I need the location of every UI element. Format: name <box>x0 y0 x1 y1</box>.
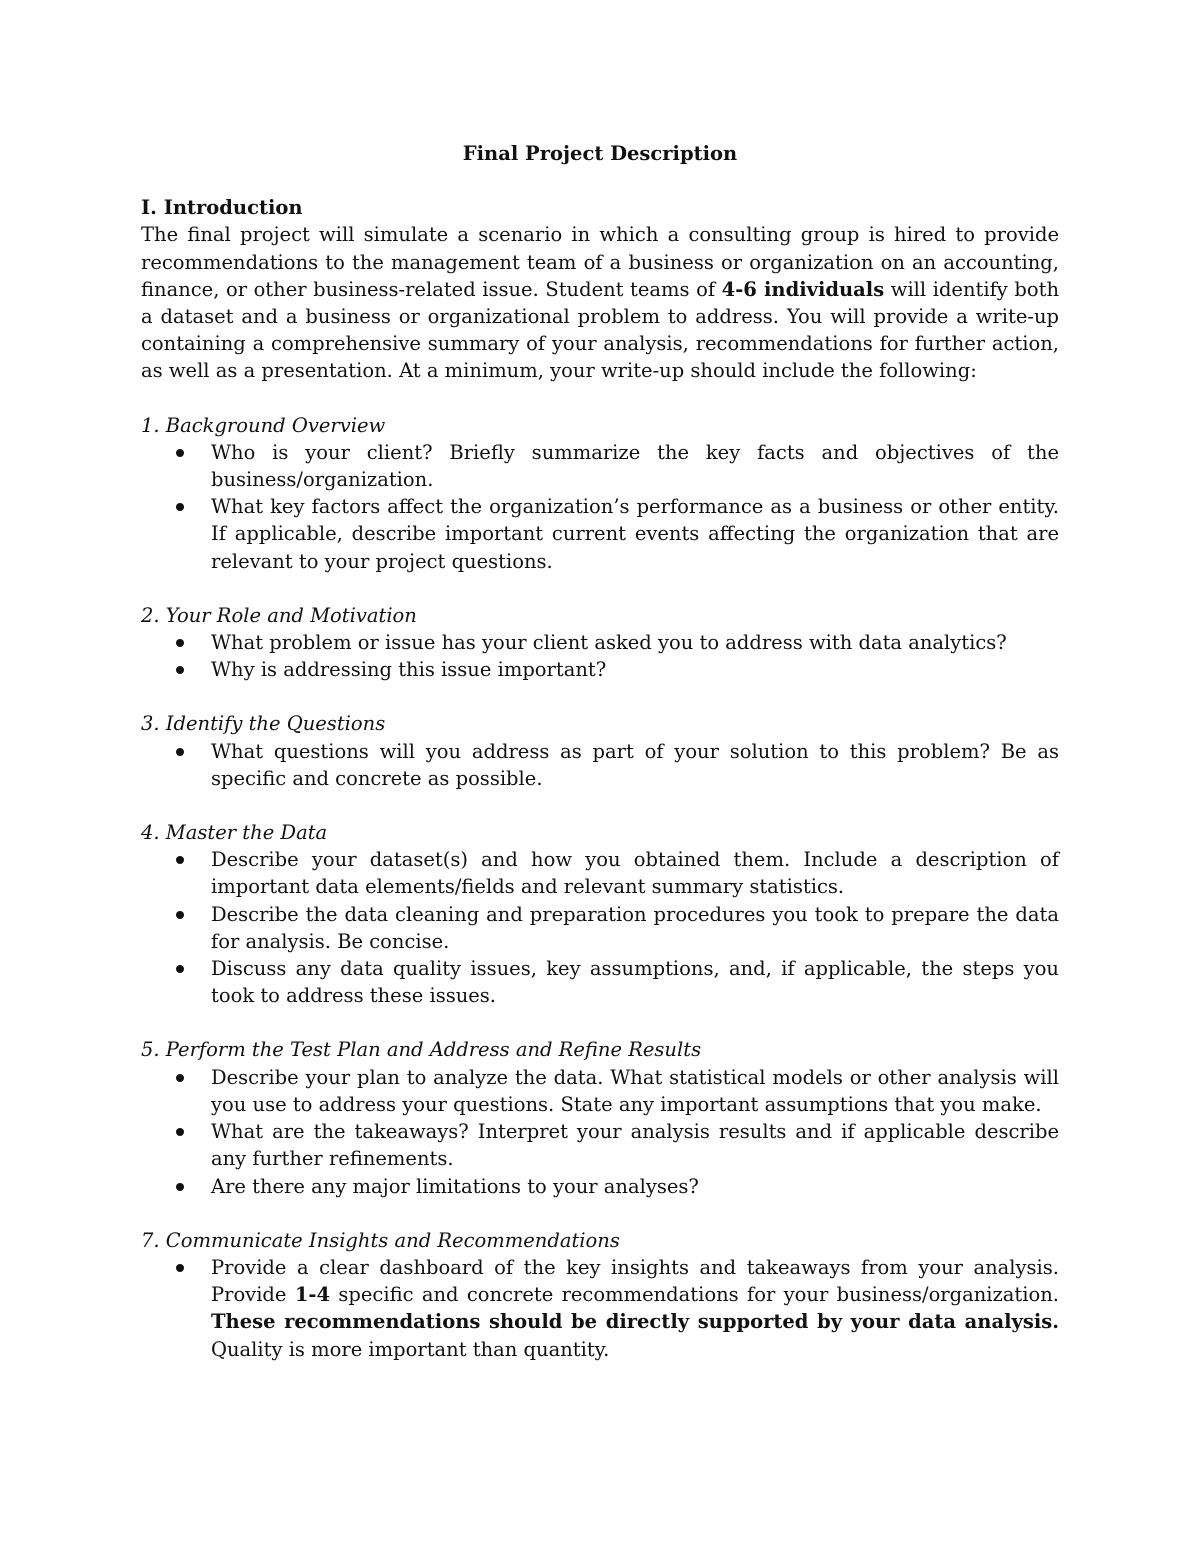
section-identify-questions <box>141 710 1059 792</box>
list-item-text: What questions will you address as part of your solution to this problem? Be as specific and concrete as possible. <box>211 739 1059 790</box>
list-item-text: Quality is more important than quantity. <box>211 1337 610 1361</box>
list-item <box>141 1254 1059 1363</box>
list-item <box>141 1064 1059 1118</box>
intro-text-1: The final project will simulate a scenario in which a consulting group is hired to provide recommendations to the management team of a business or organization on an accounting, finance, or other business-related issue. Student teams of <box>141 223 1059 301</box>
section-role-motivation <box>141 602 1059 684</box>
list-item-text: Describe your dataset(s) and how you obtained them. Include a description of important data elements/fields and relevant summary statistics. <box>211 848 1059 899</box>
list-item <box>141 629 1059 656</box>
list-item <box>141 1173 1059 1200</box>
list-item-text: Describe your plan to analyze the data. What statistical models or other analysis will you use to address your questions. State any important assumptions that you make. <box>211 1065 1059 1116</box>
section-test-plan <box>141 1036 1059 1199</box>
recommendation-count: 1-4 <box>294 1283 331 1307</box>
bullet-list <box>141 738 1059 792</box>
bullet-icon <box>176 449 184 457</box>
document-title: Final Project Description <box>462 142 738 165</box>
list-item <box>141 955 1059 1009</box>
list-item <box>141 1118 1059 1172</box>
bullet-icon <box>176 1074 184 1082</box>
list-item-text: What key factors affect the organization’s performance as a business or other entity. If applicable, describe important current events affecting the organization that are relevant to your project questions. <box>211 495 1059 573</box>
bullet-list <box>141 1254 1059 1363</box>
bullet-list <box>141 846 1059 1009</box>
list-item <box>141 656 1059 683</box>
bullet-list <box>141 1064 1059 1200</box>
section-master-data <box>141 819 1059 1009</box>
list-item-text: Are there any major limitations to your analyses? <box>211 1174 699 1198</box>
intro-paragraph <box>141 221 1059 384</box>
bullet-icon <box>176 748 184 756</box>
intro-heading: I. Introduction <box>141 196 303 220</box>
bullet-list <box>141 629 1059 683</box>
bullet-icon <box>176 639 184 647</box>
bullet-icon <box>176 1183 184 1191</box>
bullet-icon <box>176 1264 184 1272</box>
bullet-icon <box>176 911 184 919</box>
list-item-text: What are the takeaways? Interpret your analysis results and if applicable describe any further refinements. <box>211 1120 1059 1171</box>
list-item <box>141 738 1059 792</box>
list-item-text: Who is your client? Briefly summarize the key facts and objectives of the business/organization. <box>211 440 1059 492</box>
document-page <box>141 140 1059 1363</box>
list-item <box>141 493 1059 575</box>
section-background-overview <box>141 412 1059 575</box>
list-item <box>141 846 1059 900</box>
section-title: 4. Master the Data <box>141 821 328 845</box>
intro-team-size: 4-6 individuals <box>721 277 885 301</box>
list-item-text: What problem or issue has your client asked you to address with data analytics? <box>211 631 1007 655</box>
bullet-list <box>141 439 1059 575</box>
list-item-text: specific and concrete recommendations for your business/organization. <box>330 1283 1060 1307</box>
list-item <box>141 901 1059 955</box>
bullet-icon <box>176 965 184 973</box>
emphasis-text: These recommendations should be directly supported by your data analysis. <box>211 1310 1059 1334</box>
section-title: 5. Perform the Test Plan and Address and Refine Results <box>141 1038 702 1062</box>
list-item-text: Describe the data cleaning and preparation procedures you took to prepare the data for analysis. Be concise. <box>211 902 1059 953</box>
intro-text-2: will identify both a dataset and a business or organizational problem to address. You will provide a write-up containing a comprehensive summary of your analysis, recommendations for further action, as well as a presentation. At a minimum, your write-up should include the following: <box>141 277 1059 383</box>
list-item <box>141 439 1059 493</box>
bullet-icon <box>176 503 184 511</box>
bullet-icon <box>176 666 184 674</box>
list-item-text: Provide a clear dashboard of the key insights and takeaways from your analysis. Provide <box>211 1255 1059 1307</box>
section-title: 7. Communicate Insights and Recommendations <box>141 1228 620 1252</box>
section-insights-recommendations <box>141 1227 1059 1363</box>
section-title: 3. Identify the Questions <box>141 712 386 736</box>
list-item-text: Discuss any data quality issues, key assumptions, and, if applicable, the steps you took to address these issues. <box>211 957 1059 1008</box>
section-title: 2. Your Role and Motivation <box>141 603 417 627</box>
section-title: 1. Background Overview <box>141 413 386 437</box>
bullet-icon <box>176 856 184 864</box>
list-item-text: Why is addressing this issue important? <box>211 658 607 682</box>
bullet-icon <box>176 1128 184 1136</box>
